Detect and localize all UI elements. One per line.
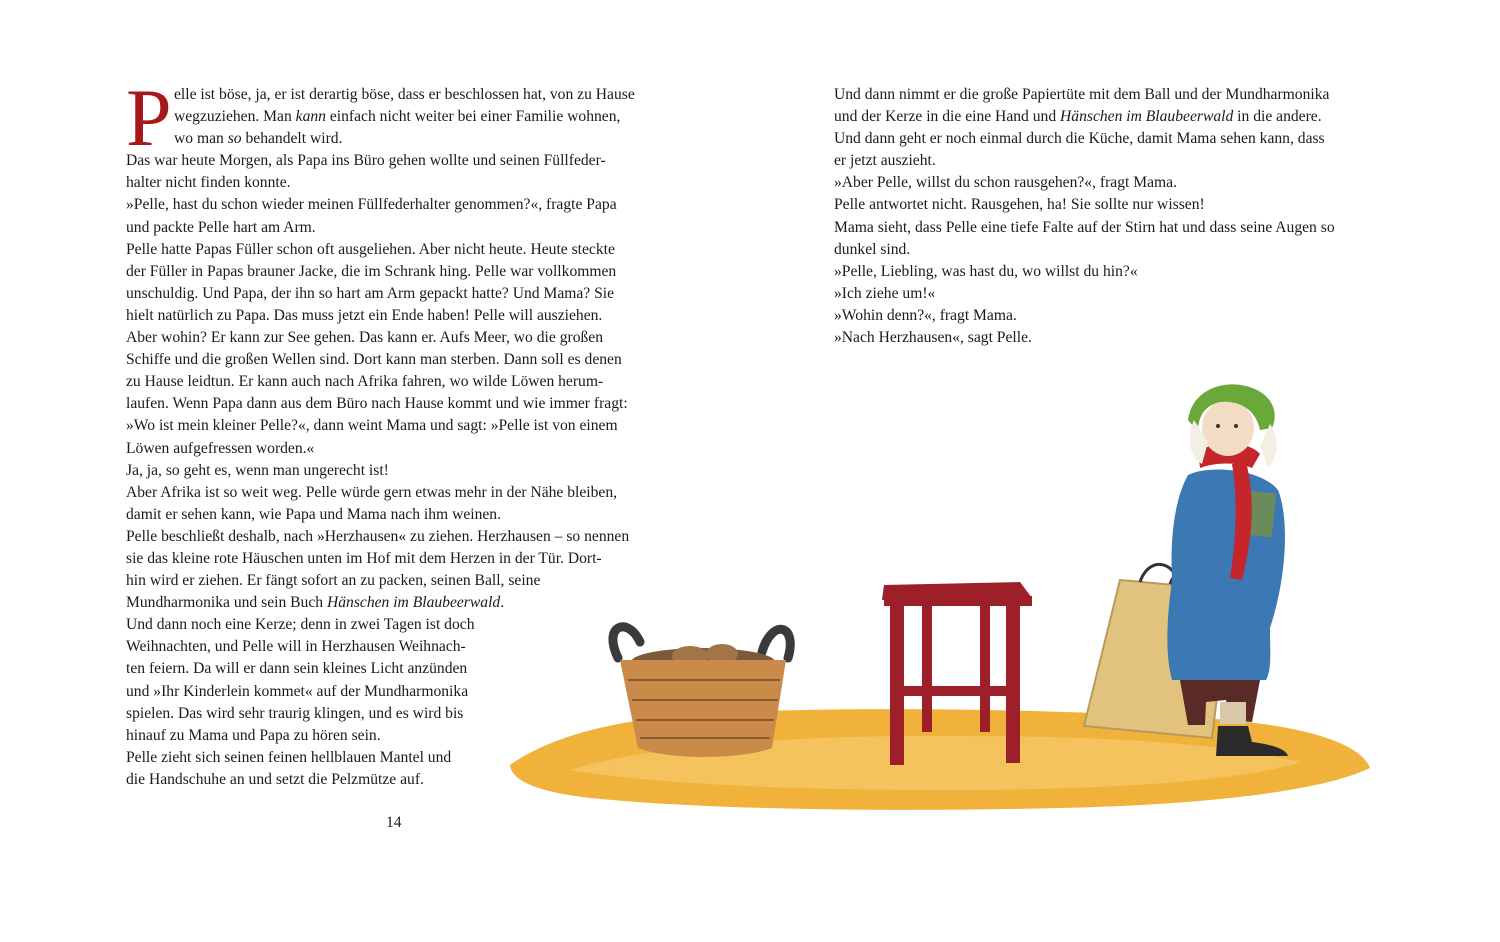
- left-text-line: sie das kleine rote Häuschen unten im Hof mit dem Herzen in der Tür. Dort-: [126, 549, 602, 567]
- left-text-line: damit er sehen kann, wie Papa und Mama nach ihm weinen.: [126, 505, 502, 523]
- left-text-line: Mundharmonika und sein Buch Hänschen im Blaubeerwald.: [126, 594, 505, 612]
- left-text-line: der Füller in Papas brauner Jacke, die im Schrank hing. Pelle war vollkommen: [126, 262, 617, 280]
- left-text-line: Das war heute Morgen, als Papa ins Büro gehen wollte und seinen Füllfeder-: [126, 152, 606, 170]
- left-text-line: Ja, ja, so geht es, wenn man ungerecht ist!: [126, 461, 389, 479]
- right-page-text: [834, 84, 1379, 349]
- right-text-line: Mama sieht, dass Pelle eine tiefe Falte auf der Stirn hat und dass seine Augen so: [834, 218, 1335, 236]
- right-text-line: dunkel sind.: [834, 240, 911, 258]
- drop-cap-letter: P: [126, 72, 172, 163]
- right-text-line: und der Kerze in die eine Hand und Hänschen im Blaubeerwald in die andere.: [834, 108, 1322, 126]
- wicker-basket-icon: [613, 627, 790, 757]
- left-text-line: Pelle zieht sich seinen feinen hellblauen Mantel und: [126, 748, 452, 766]
- left-text-line: ten feiern. Da will er dann sein kleines Licht anzünden: [126, 660, 468, 678]
- left-text-line: Und dann noch eine Kerze; denn in zwei Tagen ist doch: [126, 616, 475, 634]
- right-text-line: er jetzt auszieht.: [834, 152, 936, 170]
- left-text-line: hielt natürlich zu Papa. Das muss jetzt ein Ende haben! Pelle will ausziehen.: [126, 306, 603, 324]
- left-text-line: elle ist böse, ja, er ist derartig böse, dass er beschlossen hat, von zu Hause: [174, 86, 635, 103]
- left-text-line: Pelle beschließt deshalb, nach »Herzhausen« zu ziehen. Herzhausen – so nennen: [126, 527, 630, 545]
- left-text-line: »Pelle, hast du schon wieder meinen Füllfederhalter genommen?«, fragte Papa: [126, 196, 617, 214]
- left-text-line: die Handschuhe an und setzt die Pelzmütze auf.: [126, 770, 424, 788]
- left-text-line: Pelle hatte Papas Füller schon oft ausgeliehen. Aber nicht heute. Heute steckte: [126, 240, 615, 258]
- left-text-line: Schiffe und die großen Wellen sind. Dort kann man sterben. Dann soll es denen: [126, 351, 622, 369]
- right-text-line: »Pelle, Liebling, was hast du, wo willst du hin?«: [834, 262, 1138, 280]
- left-text-line: wegzuziehen. Man kann einfach nicht weiter bei einer Familie wohnen,: [174, 108, 621, 126]
- right-text-line: »Nach Herzhausen«, sagt Pelle.: [834, 329, 1032, 347]
- right-text-line: Und dann nimmt er die große Papiertüte mit dem Ball und der Mundharmonika: [834, 86, 1330, 103]
- left-text-line: zu Hause leidtun. Er kann auch nach Afrika fahren, wo wilde Löwen herum-: [126, 373, 604, 391]
- left-text-line: halter nicht finden konnte.: [126, 174, 291, 192]
- right-text-line: Pelle antwortet nicht. Rausgehen, ha! Sie sollte nur wissen!: [834, 196, 1205, 214]
- left-text-line: und packte Pelle hart am Arm.: [126, 218, 316, 236]
- right-text-line: »Wohin denn?«, fragt Mama.: [834, 306, 1017, 324]
- left-text-line: hinauf zu Mama und Papa zu hören sein.: [126, 726, 381, 744]
- page-number: 14: [386, 814, 402, 831]
- left-text-line: Weihnachten, und Pelle will in Herzhausen Weihnach-: [126, 638, 466, 656]
- left-text-line: wo man so behandelt wird.: [174, 130, 343, 148]
- left-text-line: spielen. Das wird sehr traurig klingen, und es wird bis: [126, 704, 464, 722]
- boy-pelle-icon: [1084, 384, 1288, 756]
- left-text-line: unschuldig. Und Papa, der ihn so hart am Arm gepackt hatte? Und Mama? Sie: [126, 284, 615, 302]
- left-text-line: hin wird er ziehen. Er fängt sofort an zu packen, seinen Ball, seine: [126, 572, 541, 590]
- left-text-line: laufen. Wenn Papa dann aus dem Büro nach Hause kommt und wie immer fragt:: [126, 395, 628, 413]
- right-text-line: Und dann geht er noch einmal durch die Küche, damit Mama sehen kann, dass: [834, 130, 1325, 148]
- left-text-line: und »Ihr Kinderlein kommet« auf der Mundharmonika: [126, 682, 469, 700]
- left-text-line: Löwen aufgefressen worden.«: [126, 439, 315, 457]
- left-text-line: »Wo ist mein kleiner Pelle?«, dann weint Mama und sagt: »Pelle ist von einem: [126, 417, 618, 435]
- left-text-line: Aber Afrika ist so weit weg. Pelle würde gern etwas mehr in der Nähe bleiben,: [126, 483, 618, 501]
- left-text-line: Aber wohin? Er kann zur See gehen. Das kann er. Aufs Meer, wo die großen: [126, 329, 604, 347]
- illustration: [500, 380, 1380, 820]
- right-text-line: »Ich ziehe um!«: [834, 284, 936, 302]
- right-text-line: »Aber Pelle, willst du schon rausgehen?«, fragt Mama.: [834, 174, 1177, 192]
